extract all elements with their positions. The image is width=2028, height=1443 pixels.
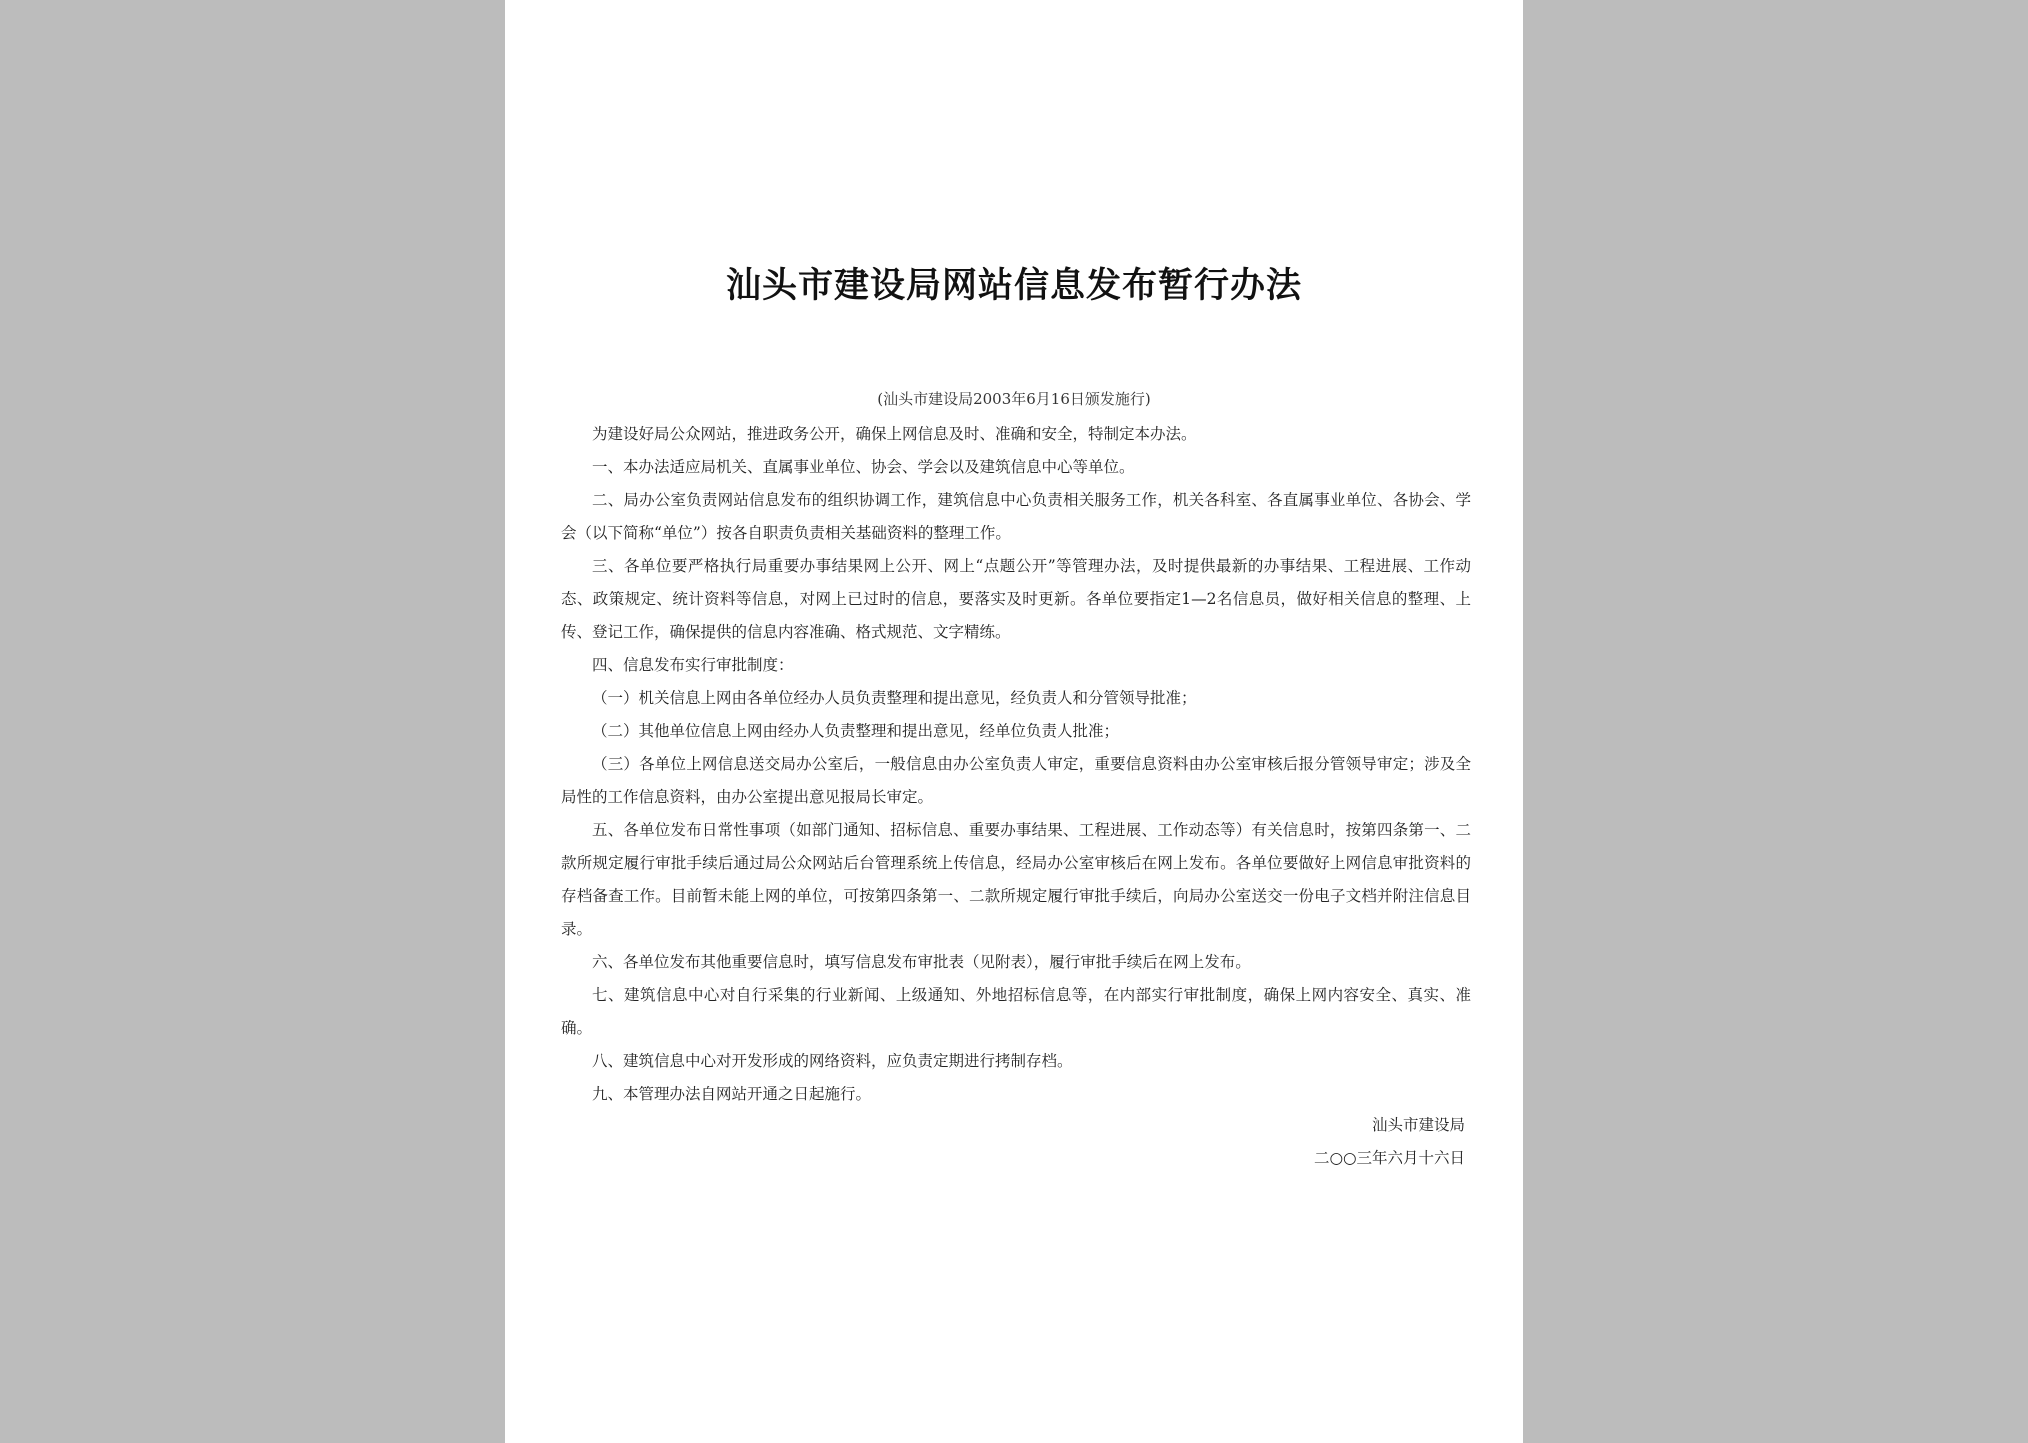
document-body [561,418,1471,1111]
signature-date: 二○○三年六月十六日 [1313,1149,1465,1167]
paragraph-article-3: 三、各单位要严格执行局重要办事结果网上公开、网上“点题公开”等管理办法，及时提供最新的办事结果、工程进展、工作动态、政策规定、统计资料等信息，对网上已过时的信息，要落实及时更新。各单位要指定1—2名信息员，做好相关信息的整理、上传、登记工作，确保提供的信息内容准确、格式规范、文字精练。 [561,557,1471,641]
paragraph-article-4-item-2: （二）其他单位信息上网由经办人负责整理和提出意见，经单位负责人批准； [592,722,1120,740]
paragraph-article-4-item-1: （一）机关信息上网由各单位经办人员负责整理和提出意见，经负责人和分管领导批准； [592,689,1197,707]
paragraph-intro: 为建设好局公众网站，推进政务公开，确保上网信息及时、准确和安全，特制定本办法。 [592,425,1197,443]
signature-org: 汕头市建设局 [1371,1116,1465,1134]
paragraph-article-1: 一、本办法适应局机关、直属事业单位、协会、学会以及建筑信息中心等单位。 [592,458,1135,476]
signature-block [1314,1109,1465,1175]
document-title: 汕头市建设局网站信息发布暂行办法 [725,266,1302,306]
paragraph-article-9: 九、本管理办法自网站开通之日起施行。 [592,1085,872,1103]
paragraph-article-4: 四、信息发布实行审批制度： [592,656,794,674]
paragraph-article-5: 五、各单位发布日常性事项（如部门通知、招标信息、重要办事结果、工程进展、工作动态等）有关信息时，按第四条第一、二款所规定履行审批手续后通过局公众网站后台管理系统上传信息，经局办公室审核后在网上发布。各单位要做好上网信息审批资料的存档备查工作。目前暂未能上网的单位，可按第四条第一、二款所规定履行审批手续后，向局办公室送交一份电子文档并附注信息目录。 [561,821,1471,938]
paragraph-article-4-item-3: （三）各单位上网信息送交局办公室后，一般信息由办公室负责人审定，重要信息资料由办公室审核后报分管领导审定；涉及全局性的工作信息资料，由办公室提出意见报局长审定。 [561,755,1471,806]
document-page [505,0,1523,1443]
document-subtitle: (汕头市建设局2003年6月16日颁发施行) [877,390,1151,408]
paragraph-article-2: 二、局办公室负责网站信息发布的组织协调工作，建筑信息中心负责相关服务工作，机关各科室、各直属事业单位、各协会、学会（以下简称“单位”）按各自职责负责相关基础资料的整理工作。 [561,491,1471,542]
paragraph-article-8: 八、建筑信息中心对开发形成的网络资料，应负责定期进行拷制存档。 [592,1052,1073,1070]
paragraph-article-6: 六、各单位发布其他重要信息时，填写信息发布审批表（见附表），履行审批手续后在网上发布。 [592,953,1251,971]
paragraph-article-7: 七、建筑信息中心对自行采集的行业新闻、上级通知、外地招标信息等，在内部实行审批制度，确保上网内容安全、真实、准确。 [561,986,1471,1037]
